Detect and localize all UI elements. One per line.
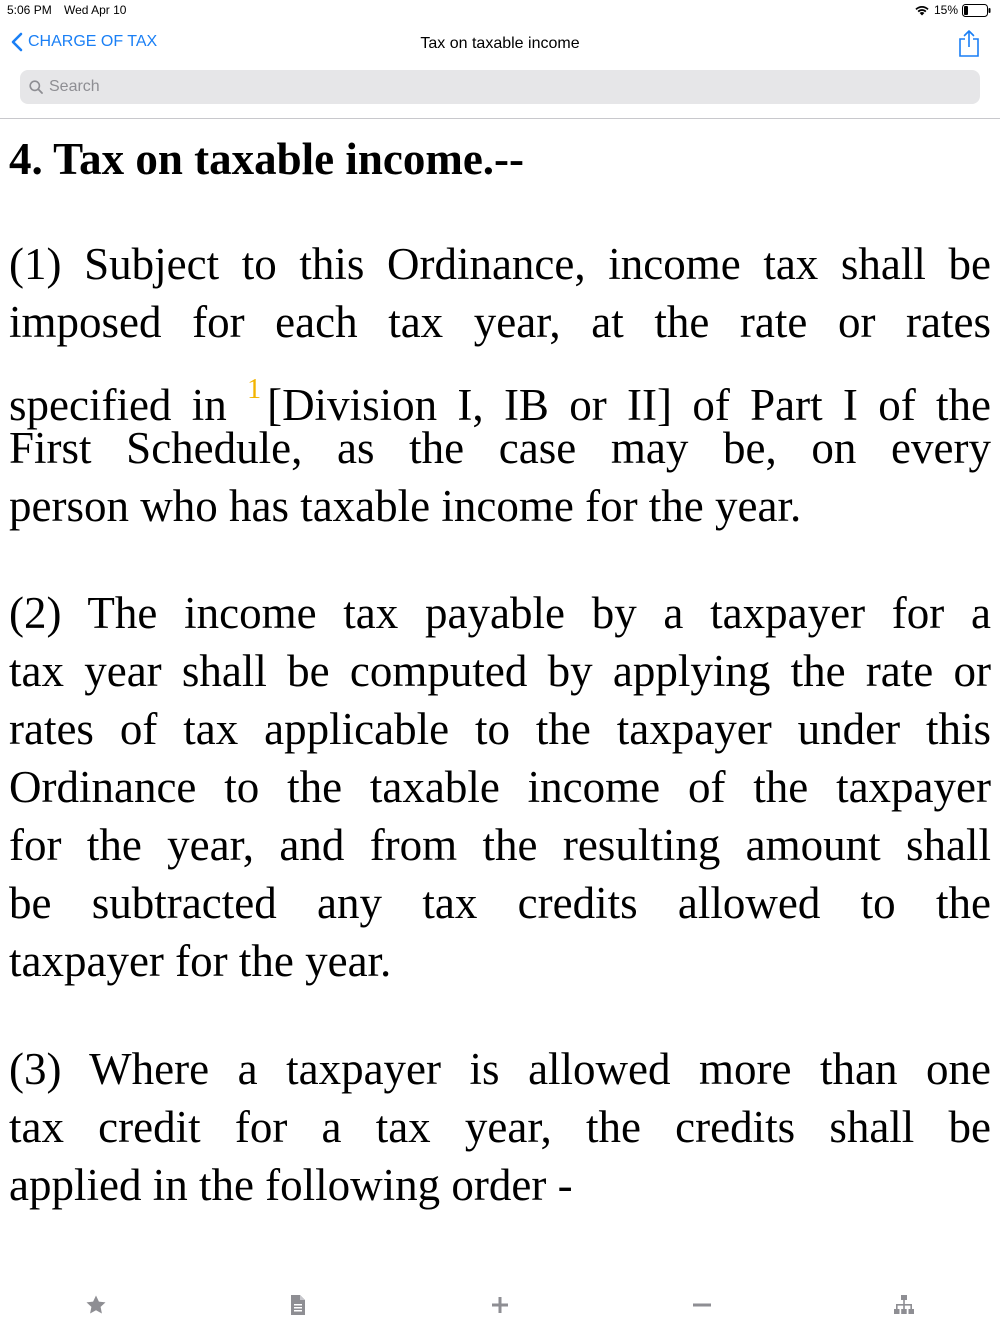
status-indicators	[914, 3, 992, 17]
paragraph-text: [Division I, IB or II] of Part I of the	[267, 380, 992, 430]
paragraph-line: First Schedule, as the case may be, on every	[9, 423, 991, 473]
status-time: 5:06 PM	[7, 3, 52, 17]
hierarchy-icon[interactable]	[893, 1294, 915, 1316]
bottom-toolbar	[0, 1275, 1000, 1334]
back-button-label: CHARGE OF TAX	[28, 33, 158, 50]
search-bar[interactable]	[20, 70, 980, 104]
battery-percent: 15%	[933, 3, 958, 17]
paragraph-line: rates of tax applicable to the taxpayer under this	[9, 704, 991, 754]
status-bar	[0, 0, 1000, 20]
search-input[interactable]	[49, 78, 949, 96]
navigation-bar	[0, 20, 1000, 70]
paragraph-line: tax year shall be computed by applying the rate or	[9, 646, 991, 696]
wifi-icon	[914, 4, 930, 16]
paragraph-line: (2) The income tax payable by a taxpayer for a	[9, 588, 991, 638]
minus-icon[interactable]	[691, 1294, 713, 1316]
paragraph-line: taxpayer for the year.	[9, 936, 392, 986]
status-date: Wed Apr 10	[64, 3, 127, 17]
paragraph-line: (1) Subject to this Ordinance, income tax shall be	[9, 239, 991, 289]
plus-icon[interactable]	[489, 1294, 511, 1316]
footnote-marker[interactable]: 1	[247, 374, 262, 405]
paragraph-line: applied in the following order -	[9, 1160, 573, 1210]
search-icon	[29, 80, 43, 94]
battery-icon	[962, 4, 992, 17]
paragraph-line: person who has taxable income for the year.	[9, 481, 802, 531]
paragraph-line: tax credit for a tax year, the credits shall be	[9, 1102, 991, 1152]
document-content[interactable]	[0, 119, 1000, 1275]
paragraph-line: imposed for each tax year, at the rate or rates	[9, 297, 991, 347]
paragraph-line: be subtracted any tax credits allowed to the	[9, 878, 991, 928]
paragraph-line: Ordinance to the taxable income of the taxpayer	[9, 762, 991, 812]
star-icon[interactable]	[85, 1294, 107, 1316]
share-icon[interactable]	[958, 29, 980, 57]
document-icon[interactable]	[287, 1294, 309, 1316]
paragraph-line: for the year, and from the resulting amount shall	[9, 820, 991, 870]
paragraph-line: (3) Where a taxpayer is allowed more than one	[9, 1044, 991, 1094]
page-title: Tax on taxable income	[420, 35, 580, 52]
section-heading: 4. Tax on taxable income.--	[9, 134, 525, 184]
paragraph-text: specified in	[9, 380, 227, 430]
